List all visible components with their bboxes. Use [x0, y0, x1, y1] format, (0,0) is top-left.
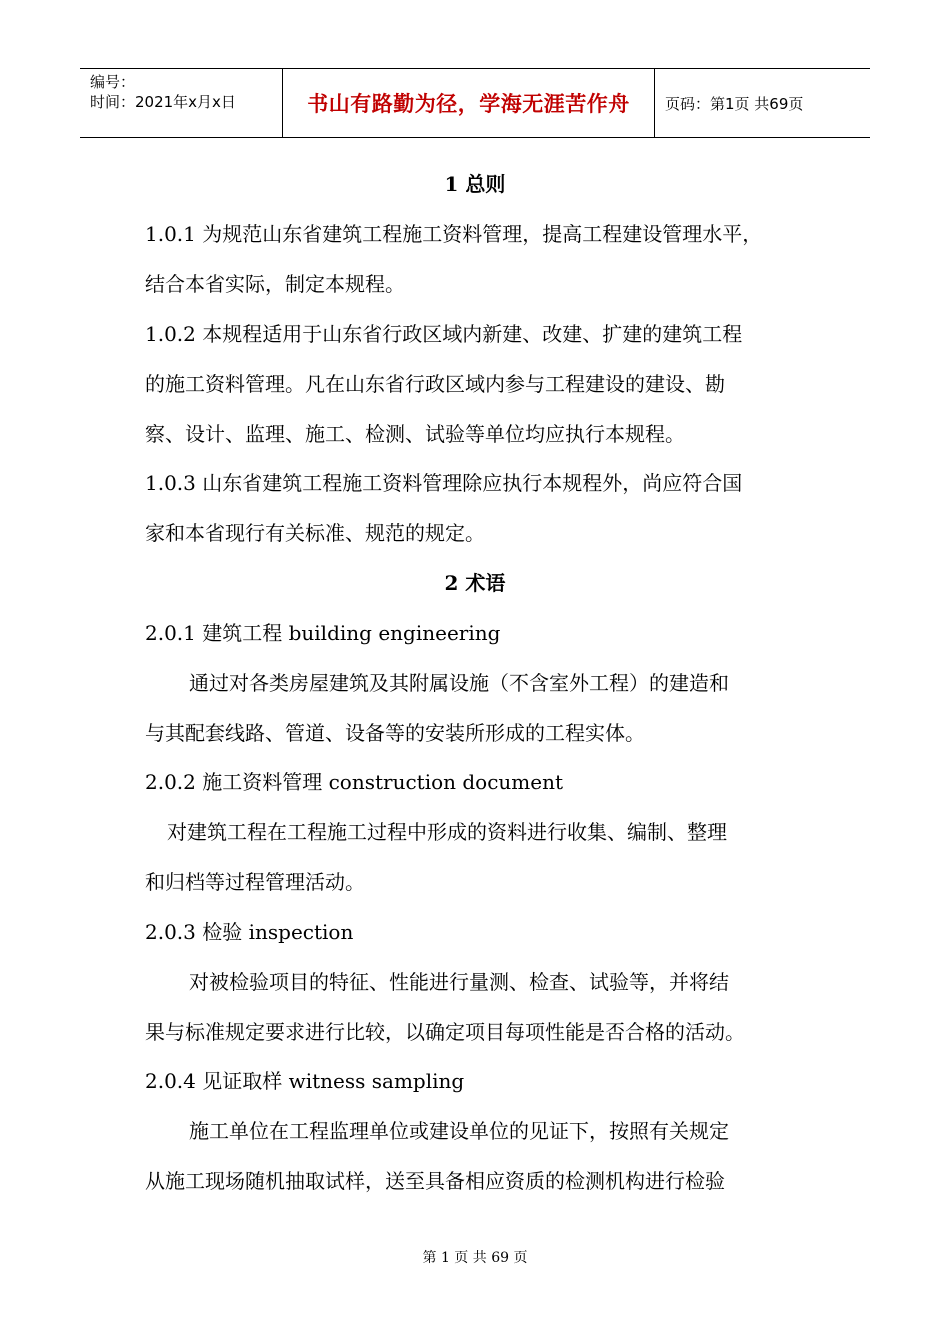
term-2-0-3-heading: 2.0.3 检验 inspection	[145, 920, 354, 944]
term-2-0-1-line-1: 通过对各类房屋建筑及其附属设施（不含室外工程）的建造和	[189, 671, 729, 695]
section-1-title: 1 总则	[444, 172, 506, 196]
term-2-0-2-heading: 2.0.2 施工资料管理 construction document	[145, 770, 564, 794]
header-motto: 书山有路勤为径，学海无涯苦作舟	[282, 69, 655, 137]
term-2-0-3-line-2: 果与标准规定要求进行比较，以确定项目每项性能是否合格的活动。	[145, 1020, 745, 1044]
term-2-0-3-line-1: 对被检验项目的特征、性能进行量测、检查、试验等，并将结	[189, 970, 729, 994]
clause-1-0-2-line-3: 察、设计、监理、施工、检测、试验等单位均应执行本规程。	[145, 422, 685, 446]
term-2-0-4-line-2: 从施工现场随机抽取试样，送至具备相应资质的检测机构进行检验	[145, 1169, 725, 1193]
clause-1-0-1-line-1: 1.0.1 为规范山东省建筑工程施工资料管理，提高工程建设管理水平，	[145, 222, 763, 246]
number-label: 编号：	[90, 73, 136, 91]
page-footer: 第 1 页 共 69 页	[422, 1250, 528, 1266]
term-2-0-1-line-2: 与其配套线路、管道、设备等的安装所形成的工程实体。	[145, 721, 645, 745]
term-2-0-4-line-1: 施工单位在工程监理单位或建设单位的见证下，按照有关规定	[189, 1119, 729, 1143]
clause-1-0-3-line-2: 家和本省现行有关标准、规范的规定。	[145, 521, 485, 545]
page-header	[80, 68, 870, 138]
term-2-0-1-heading: 2.0.1 建筑工程 building engineering	[145, 621, 501, 645]
term-2-0-2-line-2: 和归档等过程管理活动。	[145, 870, 365, 894]
clause-1-0-1-line-2: 结合本省实际，制定本规程。	[145, 272, 405, 296]
section-2-title: 2 术语	[444, 571, 506, 595]
clause-1-0-3-line-1: 1.0.3 山东省建筑工程施工资料管理除应执行本规程外，尚应符合国	[145, 471, 743, 495]
time-label: 时间：2021年x月x日	[90, 93, 236, 111]
clause-1-0-2-line-2: 的施工资料管理。凡在山东省行政区域内参与工程建设的建设、勘	[145, 372, 725, 396]
term-2-0-4-heading: 2.0.4 见证取样 witness sampling	[145, 1069, 465, 1093]
header-page-info: 页码：第1页 共69页	[665, 94, 804, 113]
clause-1-0-2-line-1: 1.0.2 本规程适用于山东省行政区域内新建、改建、扩建的建筑工程	[145, 322, 743, 346]
header-meta	[80, 69, 282, 137]
term-2-0-2-line-1: 对建筑工程在工程施工过程中形成的资料进行收集、编制、整理	[167, 820, 727, 844]
